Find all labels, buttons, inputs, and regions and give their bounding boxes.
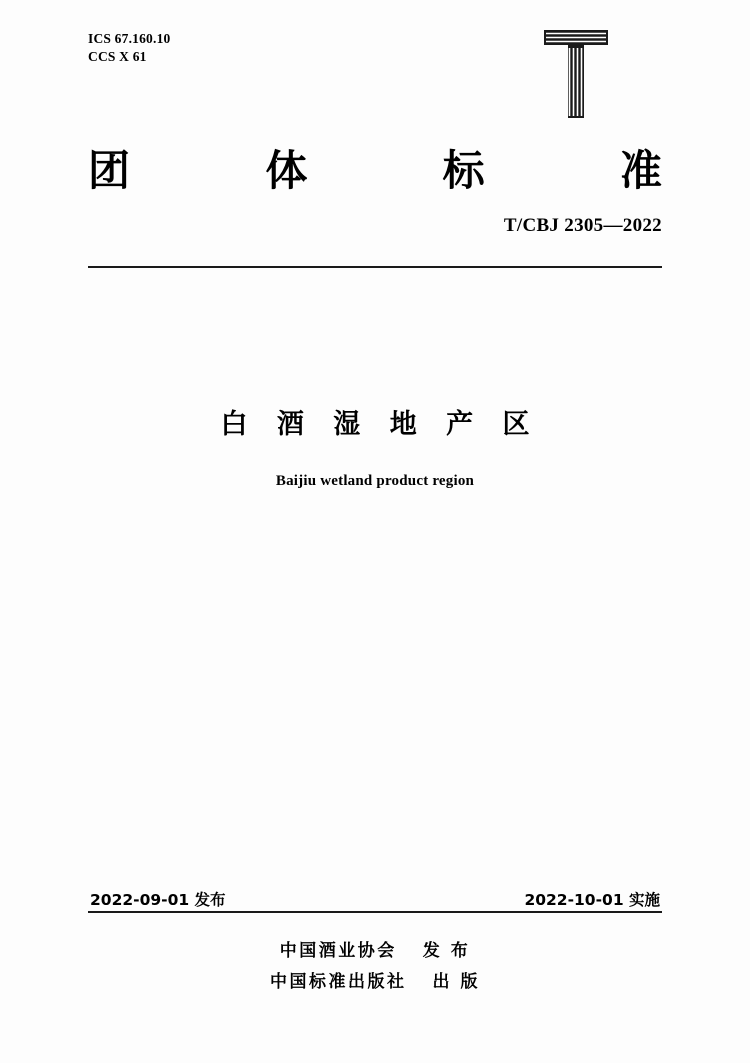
release-date: 2022-09-01 发布 — [90, 891, 226, 909]
implementation-date: 2022-10-01 实施 — [524, 891, 660, 909]
publisher-press-action: 出 版 — [432, 972, 480, 992]
publisher-press-line — [0, 967, 750, 992]
headline-char-2: 体 — [265, 146, 308, 195]
headline-tuanti-biaozhun — [88, 138, 662, 198]
standard-t-logo — [540, 26, 612, 122]
divider-bottom — [88, 911, 662, 913]
publisher-organization: 中国酒业协会 — [279, 941, 397, 961]
publisher-organization-action: 发 布 — [422, 941, 471, 961]
publisher-press: 中国标准出版社 — [270, 972, 407, 992]
headline-char-1: 团 — [88, 146, 131, 195]
standard-number: T/CBJ 2305—2022 — [503, 215, 662, 236]
document-title-chinese: 白 酒 湿 地 产 区 — [220, 409, 540, 440]
publisher-organization-line — [0, 936, 750, 961]
divider-top — [88, 266, 662, 268]
t-letter-icon — [540, 26, 612, 122]
headline-char-3: 标 — [442, 146, 485, 195]
headline-char-4: 准 — [619, 146, 662, 195]
classification-block — [88, 30, 171, 66]
ccs-code: CCS X 61 — [88, 49, 147, 65]
document-title-english: Baijiu wetland product region — [275, 473, 475, 489]
ics-code: ICS 67.160.10 — [88, 31, 171, 46]
